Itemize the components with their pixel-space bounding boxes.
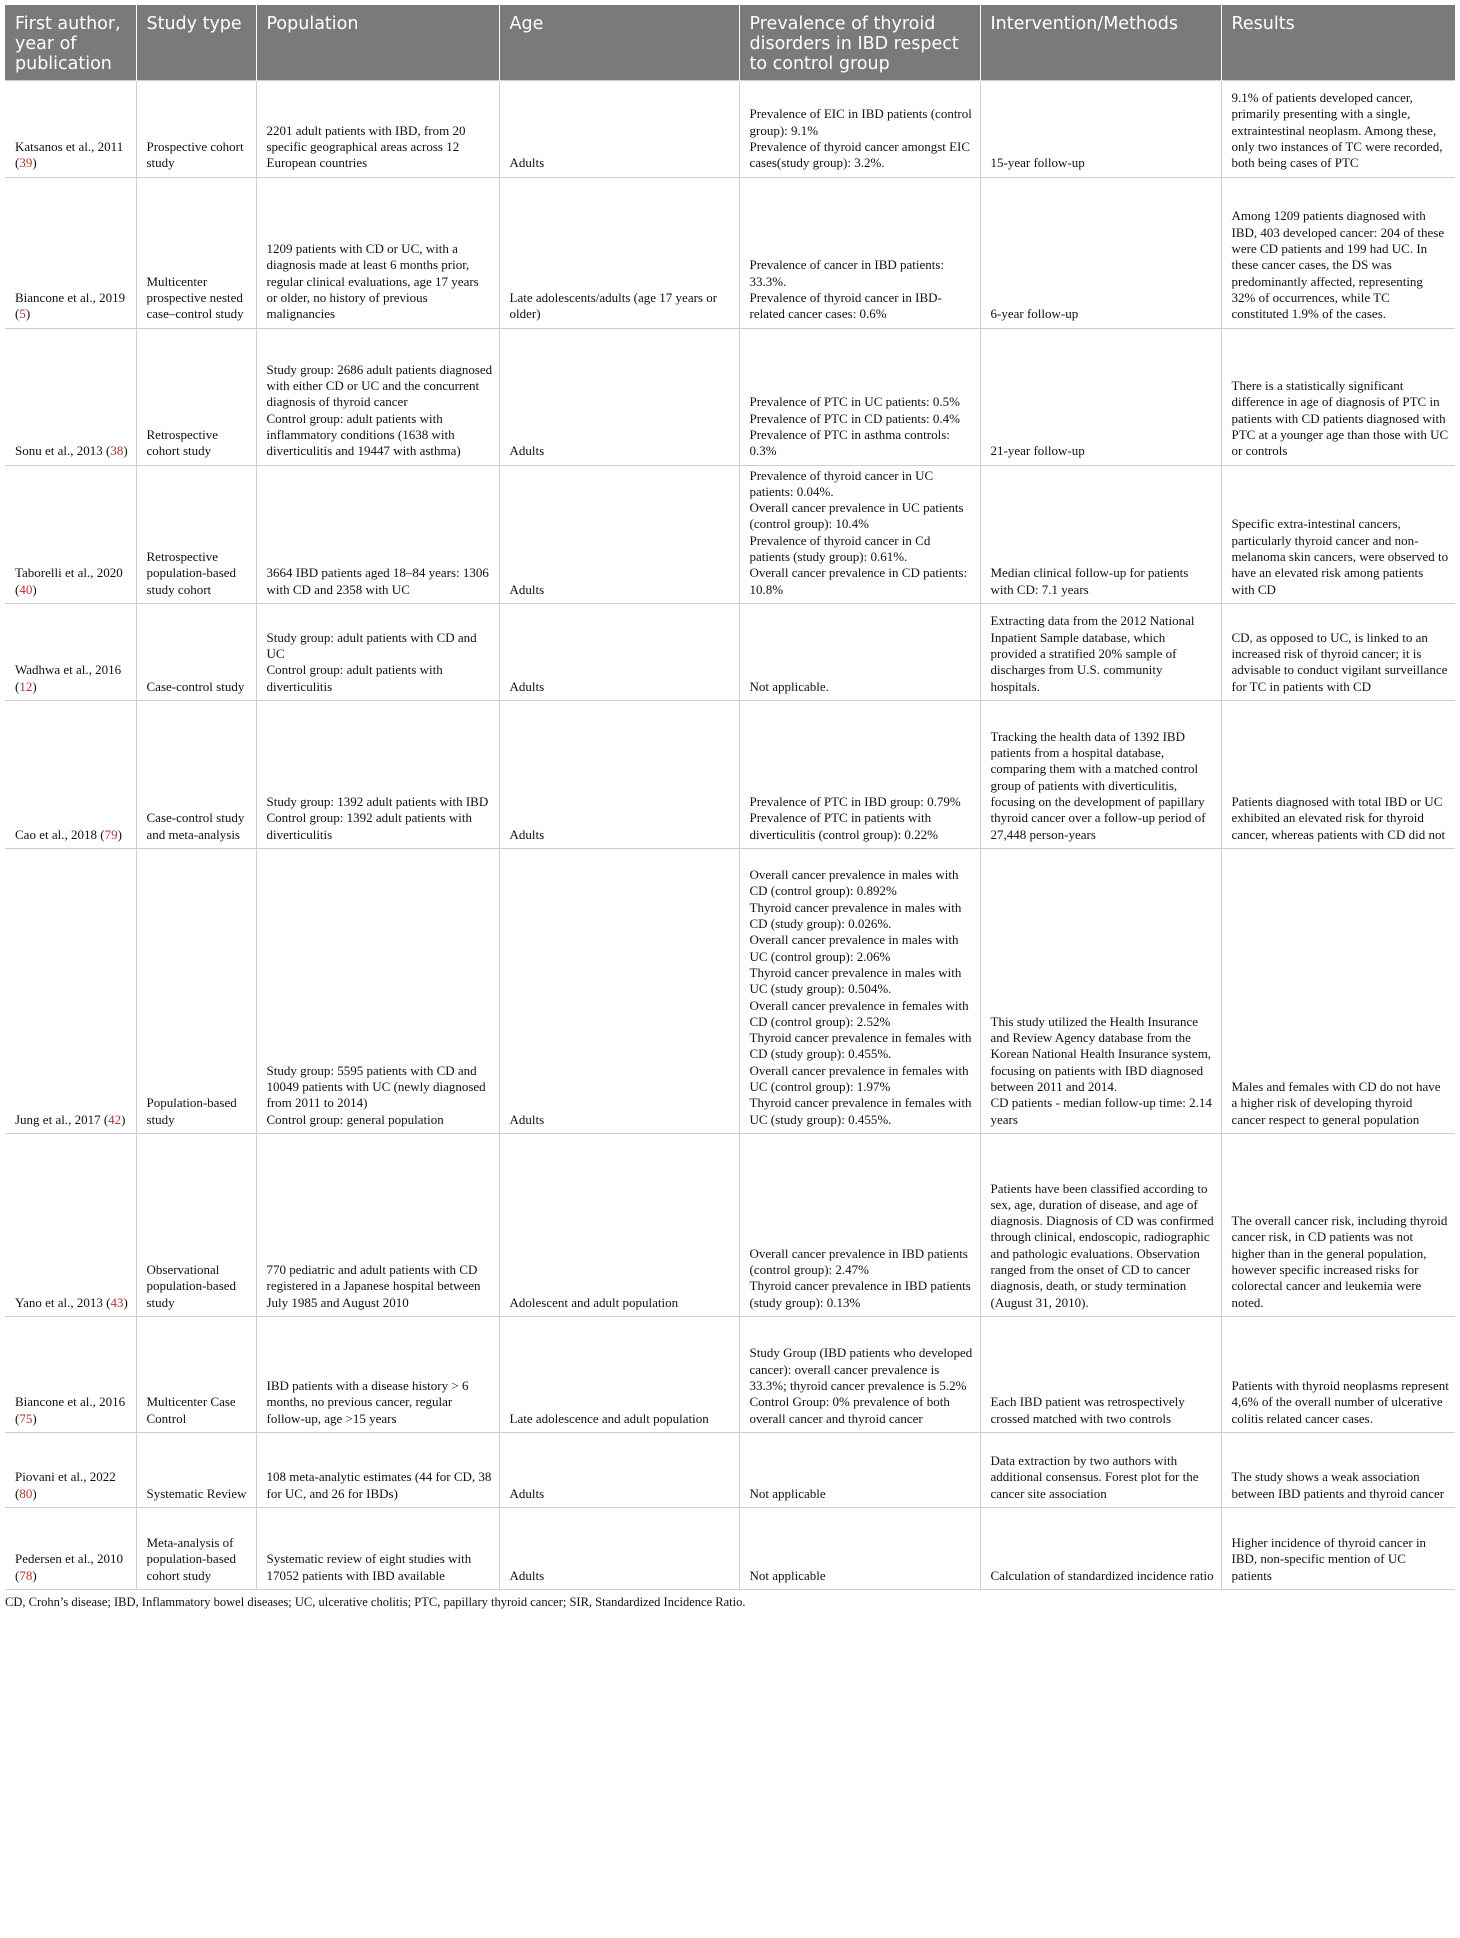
- cell-prevalence: Overall cancer prevalence in males with CD (control group): 0.892% Thyroid cancer prevalence in males with CD (study group): 0.026%. Overall cancer prevalence in males with UC (control group): 2.06% Thyroid cancer prevalence in males with UC (study group): 0.504%. Overall cancer prevalence in females with CD (control group): 2.52% Thyroid cancer prevalence in females with CD (study group): 0.455%. Overall cancer prevalence in females with UC (control group): 1.97% Thyroid cancer prevalence in females with UC (study group): 0.455%.: [739, 848, 980, 1133]
- cell-population: 1209 patients with CD or UC, with a diagnosis made at least 6 months prior, regular clinical evaluations, age 17 years or older, no history of previous malignancies: [256, 177, 499, 328]
- cell-population: 2201 adult patients with IBD, from 20 specific geographical areas across 12 European countries: [256, 80, 499, 177]
- table-row: [5, 1316, 1455, 1432]
- cell-age: Adults: [499, 80, 739, 177]
- cell-population: IBD patients with a disease history > 6 months, no previous cancer, regular follow-up, age >15 years: [256, 1316, 499, 1432]
- cell-age: Adults: [499, 700, 739, 848]
- cell-study-type: Systematic Review: [136, 1432, 256, 1507]
- header-prevalence: Prevalence of thyroid disorders in IBD respect to control group: [739, 5, 980, 80]
- cell-prevalence: Not applicable.: [739, 603, 980, 700]
- header-age: Age: [499, 5, 739, 80]
- cell-methods: Extracting data from the 2012 National Inpatient Sample database, which provided a stratified 20% sample of discharges from U.S. community hospitals.: [980, 603, 1221, 700]
- cell-results: Males and females with CD do not have a higher risk of developing thyroid cancer respect to general population: [1221, 848, 1455, 1133]
- author-text: Taborelli et al., 2020: [15, 565, 123, 581]
- table-row: [5, 603, 1455, 700]
- table-footnote: CD, Crohn’s disease; IBD, Inflammatory bowel diseases; UC, ulcerative cholitis; PTC, papillary thyroid cancer; SIR, Standardized Incidence Ratio.: [5, 1594, 746, 1609]
- table-row: [5, 1133, 1455, 1316]
- cell-author: Katsanos et al., 2011 (39): [5, 80, 136, 177]
- cell-methods: Calculation of standardized incidence ratio: [980, 1507, 1221, 1589]
- cell-population: Study group: 1392 adult patients with IBD Control group: 1392 adult patients with diverticulitis: [256, 700, 499, 848]
- reference-link[interactable]: 80: [19, 1485, 33, 1501]
- cell-author: Wadhwa et al., 2016 (12): [5, 603, 136, 700]
- author-text: Biancone et al., 2016: [15, 1394, 126, 1410]
- cell-results: Patients diagnosed with total IBD or UC exhibited an elevated risk for thyroid cancer, whereas patients with CD did not: [1221, 700, 1455, 848]
- header-methods: Intervention/Methods: [980, 5, 1221, 80]
- cell-study-type: Case-control study and meta-analysis: [136, 700, 256, 848]
- table-row: [5, 465, 1455, 603]
- reference-link[interactable]: 43: [110, 1294, 124, 1310]
- cell-study-type: Case-control study: [136, 603, 256, 700]
- cell-population: Systematic review of eight studies with 17052 patients with IBD available: [256, 1507, 499, 1589]
- reference-link[interactable]: 78: [19, 1567, 33, 1583]
- cell-age: Late adolescence and adult population: [499, 1316, 739, 1432]
- cell-results: 9.1% of patients developed cancer, primarily presenting with a single, extraintestinal neoplasm. Among these, only two instances of TC were recorded, both being cases of PTC: [1221, 80, 1455, 177]
- cell-author: Cao et al., 2018 (79): [5, 700, 136, 848]
- cell-population: 770 pediatric and adult patients with CD registered in a Japanese hospital between July 1985 and August 2010: [256, 1133, 499, 1316]
- cell-population: Study group: adult patients with CD and UC Control group: adult patients with diverticulitis: [256, 603, 499, 700]
- cell-methods: This study utilized the Health Insurance and Review Agency database from the Korean National Health Insurance system, focusing on patients with IBD diagnosed between 2011 and 2014. CD patients - median follow-up time: 2.14 years: [980, 848, 1221, 1133]
- cell-results: There is a statistically significant difference in age of diagnosis of PTC in patients with CD patients diagnosed with PTC at a younger age than those with UC or controls: [1221, 328, 1455, 465]
- reference-link[interactable]: 38: [110, 443, 124, 459]
- cell-author: Biancone et al., 2016 (75): [5, 1316, 136, 1432]
- cell-age: Adolescent and adult population: [499, 1133, 739, 1316]
- reference-link[interactable]: 39: [19, 155, 33, 171]
- author-text: Sonu et al., 2013: [15, 443, 103, 459]
- cell-population: Study group: 5595 patients with CD and 10049 patients with UC (newly diagnosed from 2011 to 2014) Control group: general population: [256, 848, 499, 1133]
- cell-results: Higher incidence of thyroid cancer in IBD, non-specific mention of UC patients: [1221, 1507, 1455, 1589]
- cell-author: Pedersen et al., 2010 (78): [5, 1507, 136, 1589]
- cell-age: Adults: [499, 328, 739, 465]
- cell-study-type: Observational population-based study: [136, 1133, 256, 1316]
- author-text: Biancone et al., 2019: [15, 289, 126, 305]
- cell-author: Biancone et al., 2019 (5): [5, 177, 136, 328]
- cell-prevalence: Not applicable: [739, 1507, 980, 1589]
- cell-methods: Tracking the health data of 1392 IBD patients from a hospital database, comparing them with a matched control group of patients with diverticulitis, focusing on the development of papillary thyroid cancer over a follow-up period of 27,448 person-years: [980, 700, 1221, 848]
- table-row: [5, 177, 1455, 328]
- author-text: Katsanos et al., 2011: [15, 138, 124, 154]
- author-text: Piovani et al., 2022: [15, 1469, 116, 1485]
- cell-prevalence: Prevalence of EIC in IBD patients (control group): 9.1% Prevalence of thyroid cancer amongst EIC cases(study group): 3.2%.: [739, 80, 980, 177]
- table-row: [5, 80, 1455, 177]
- cell-methods: Each IBD patient was retrospectively crossed matched with two controls: [980, 1316, 1221, 1432]
- cell-study-type: Prospective cohort study: [136, 80, 256, 177]
- cell-age: Late adolescents/adults (age 17 years or older): [499, 177, 739, 328]
- cell-methods: Patients have been classified according to sex, age, duration of disease, and age of diagnosis. Diagnosis of CD was confirmed through clinical, endoscopic, radiographic and pathologic evaluations. Observation ranged from the onset of CD to cancer diagnosis, death, or study termination (August 31, 2010).: [980, 1133, 1221, 1316]
- cell-author: Sonu et al., 2013 (38): [5, 328, 136, 465]
- cell-prevalence: Study Group (IBD patients who developed cancer): overall cancer prevalence is 33.3%; thyroid cancer prevalence is 5.2% Control Group: 0% prevalence of both overall cancer and thyroid cancer: [739, 1316, 980, 1432]
- table-row: [5, 848, 1455, 1133]
- reference-link[interactable]: 12: [19, 678, 33, 694]
- cell-study-type: Retrospective cohort study: [136, 328, 256, 465]
- cell-results: Specific extra-intestinal cancers, particularly thyroid cancer and non-melanoma skin cancers, were observed to have an elevated risk among patients with CD: [1221, 465, 1455, 603]
- cell-age: Adults: [499, 1507, 739, 1589]
- header-population: Population: [256, 5, 499, 80]
- reference-link[interactable]: 42: [108, 1111, 122, 1127]
- cell-population: 108 meta-analytic estimates (44 for CD, 38 for UC, and 26 for IBDs): [256, 1432, 499, 1507]
- cell-age: Adults: [499, 603, 739, 700]
- cell-methods: Data extraction by two authors with additional consensus. Forest plot for the cancer site association: [980, 1432, 1221, 1507]
- table-body: [5, 80, 1455, 1589]
- cell-study-type: Meta-analysis of population-based cohort study: [136, 1507, 256, 1589]
- header-results: Results: [1221, 5, 1455, 80]
- cell-prevalence: Prevalence of thyroid cancer in UC patients: 0.04%. Overall cancer prevalence in UC patients (control group): 10.4% Prevalence of thyroid cancer in Cd patients (study group): 0.61%. Overall cancer prevalence in CD patients: 10.8%: [739, 465, 980, 603]
- cell-population: 3664 IBD patients aged 18–84 years: 1306 with CD and 2358 with UC: [256, 465, 499, 603]
- author-text: Cao et al., 2018: [15, 826, 97, 842]
- cell-study-type: Multicenter Case Control: [136, 1316, 256, 1432]
- cell-age: Adults: [499, 1432, 739, 1507]
- author-text: Jung et al., 2017: [15, 1111, 101, 1127]
- studies-table: [5, 5, 1455, 1590]
- cell-author: Piovani et al., 2022 (80): [5, 1432, 136, 1507]
- cell-prevalence: Not applicable: [739, 1432, 980, 1507]
- author-text: Pedersen et al., 2010: [15, 1551, 123, 1567]
- cell-methods: 21-year follow-up: [980, 328, 1221, 465]
- cell-results: The overall cancer risk, including thyroid cancer risk, in CD patients was not higher than in the general population, however specific increased risks for colorectal cancer and leukemia were noted.: [1221, 1133, 1455, 1316]
- cell-methods: Median clinical follow-up for patients with CD: 7.1 years: [980, 465, 1221, 603]
- cell-author: Jung et al., 2017 (42): [5, 848, 136, 1133]
- header-study-type: Study type: [136, 5, 256, 80]
- cell-age: Adults: [499, 465, 739, 603]
- reference-link[interactable]: 75: [19, 1410, 33, 1426]
- cell-prevalence: Prevalence of PTC in IBD group: 0.79% Prevalence of PTC in patients with diverticulitis (control group): 0.22%: [739, 700, 980, 848]
- author-text: Wadhwa et al., 2016: [15, 662, 122, 678]
- cell-results: Among 1209 patients diagnosed with IBD, 403 developed cancer: 204 of these were CD patients and 199 had UC. In these cancer cases, the DS was predominantly affected, representing 32% of occurrences, while TC constituted 1.9% of the cases.: [1221, 177, 1455, 328]
- table-row: [5, 1507, 1455, 1589]
- reference-link[interactable]: 5: [19, 306, 26, 322]
- table-row: [5, 700, 1455, 848]
- cell-prevalence: Prevalence of cancer in IBD patients: 33.3%. Prevalence of thyroid cancer in IBD-related cancer cases: 0.6%: [739, 177, 980, 328]
- cell-results: The study shows a weak association between IBD patients and thyroid cancer: [1221, 1432, 1455, 1507]
- header-author: First author, year of publication: [5, 5, 136, 80]
- cell-study-type: Population-based study: [136, 848, 256, 1133]
- author-text: Yano et al., 2013: [15, 1294, 103, 1310]
- table-header-row: [5, 5, 1455, 80]
- cell-author: Taborelli et al., 2020 (40): [5, 465, 136, 603]
- cell-prevalence: Prevalence of PTC in UC patients: 0.5% Prevalence of PTC in CD patients: 0.4% Prevalence of PTC in asthma controls: 0.3%: [739, 328, 980, 465]
- cell-population: Study group: 2686 adult patients diagnosed with either CD or UC and the concurrent diagnosis of thyroid cancer Control group: adult patients with inflammatory conditions (1638 with diverticulitis and 19447 with asthma): [256, 328, 499, 465]
- cell-author: Yano et al., 2013 (43): [5, 1133, 136, 1316]
- reference-link[interactable]: 40: [19, 581, 33, 597]
- cell-age: Adults: [499, 848, 739, 1133]
- cell-methods: 6-year follow-up: [980, 177, 1221, 328]
- document-page: [5, 5, 1455, 1610]
- table-row: [5, 328, 1455, 465]
- cell-prevalence: Overall cancer prevalence in IBD patients (control group): 2.47% Thyroid cancer prevalence in IBD patients (study group): 0.13%: [739, 1133, 980, 1316]
- cell-methods: 15-year follow-up: [980, 80, 1221, 177]
- cell-study-type: Multicenter prospective nested case–control study: [136, 177, 256, 328]
- cell-results: CD, as opposed to UC, is linked to an increased risk of thyroid cancer; it is advisable to conduct vigilant surveillance for TC in patients with CD: [1221, 603, 1455, 700]
- cell-study-type: Retrospective population-based study cohort: [136, 465, 256, 603]
- cell-results: Patients with thyroid neoplasms represent 4,6% of the overall number of ulcerative colitis related cancer cases.: [1221, 1316, 1455, 1432]
- table-row: [5, 1432, 1455, 1507]
- reference-link[interactable]: 79: [104, 826, 118, 842]
